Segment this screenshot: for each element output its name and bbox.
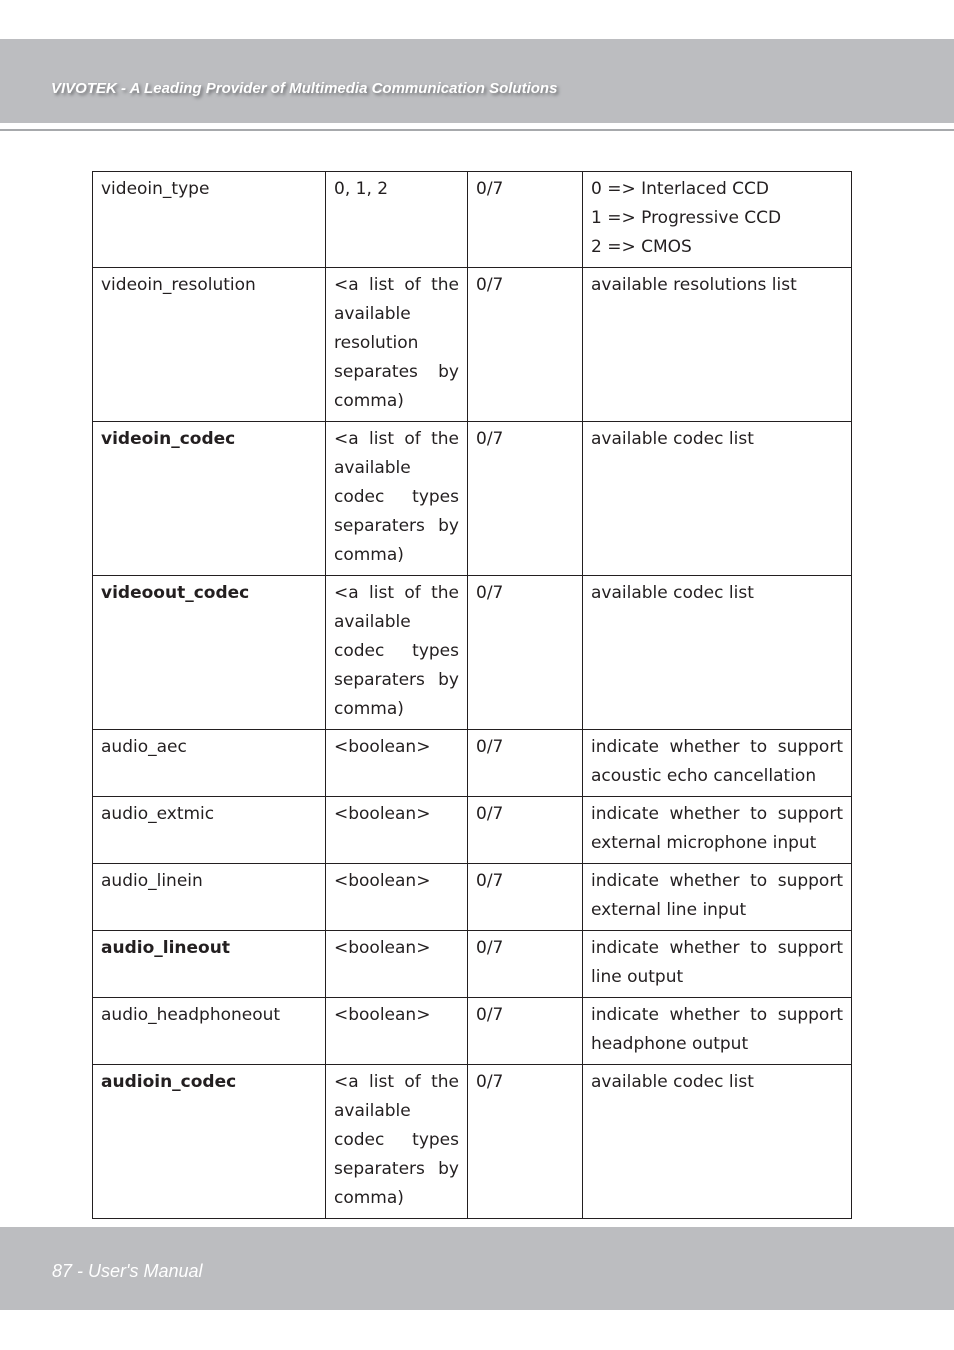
table-row [93,576,852,730]
table-row [93,172,852,268]
parameter-name: videoin_codec [93,422,326,576]
security-level: 0/7 [468,268,583,422]
parameter-value: <boolean> [326,998,468,1065]
table-row [93,422,852,576]
parameter-name: audio_lineout [93,931,326,998]
description-line: indicate whether to support acoustic echo cancellation [591,737,843,786]
description-line: available resolutions list [591,275,797,295]
security-level: 0/7 [468,797,583,864]
security-level: 0/7 [468,864,583,931]
parameter-description [583,268,852,422]
description-line: available codec list [591,429,754,449]
parameter-name: audio_aec [93,730,326,797]
parameter-description [583,730,852,797]
parameter-value: <boolean> [326,797,468,864]
parameter-value: <boolean> [326,730,468,797]
parameter-name: audio_headphoneout [93,998,326,1065]
parameter-name: audioin_codec [93,1065,326,1219]
parameter-value: <a list of the available resolution separates by comma) [326,268,468,422]
parameter-name: videoin_type [93,172,326,268]
description-line: available codec list [591,1072,754,1092]
description-line: indicate whether to support line output [591,938,843,987]
parameter-name: videoin_resolution [93,268,326,422]
security-level: 0/7 [468,172,583,268]
parameter-table [92,171,852,1219]
header-title: VIVOTEK - A Leading Provider of Multimedia Communication Solutions [51,80,558,97]
parameter-name: audio_extmic [93,797,326,864]
parameter-value: <a list of the available codec types separaters by comma) [326,576,468,730]
table-row [93,730,852,797]
parameter-value: <boolean> [326,864,468,931]
description-line: indicate whether to support external microphone input [591,804,843,853]
table-row [93,797,852,864]
parameter-value: <a list of the available codec types separaters by comma) [326,1065,468,1219]
table-row [93,268,852,422]
parameter-description [583,422,852,576]
header-divider [0,129,954,131]
parameter-value: <boolean> [326,931,468,998]
security-level: 0/7 [468,931,583,998]
parameter-description [583,172,852,268]
table-row [93,931,852,998]
parameter-name: videoout_codec [93,576,326,730]
security-level: 0/7 [468,422,583,576]
table-row [93,864,852,931]
parameter-description [583,797,852,864]
parameter-value: 0, 1, 2 [326,172,468,268]
security-level: 0/7 [468,730,583,797]
parameter-name: audio_linein [93,864,326,931]
parameter-description [583,1065,852,1219]
table-row [93,1065,852,1219]
page-number: 87 - User's Manual [52,1261,203,1281]
security-level: 0/7 [468,576,583,730]
description-line: 0 => Interlaced CCD [591,179,769,199]
parameter-description [583,576,852,730]
parameter-description [583,864,852,931]
description-line: indicate whether to support headphone output [591,1005,843,1054]
description-line: available codec list [591,583,754,603]
security-level: 0/7 [468,998,583,1065]
security-level: 0/7 [468,1065,583,1219]
parameter-value: <a list of the available codec types separaters by comma) [326,422,468,576]
description-line: 1 => Progressive CCD [591,208,782,228]
parameter-description [583,998,852,1065]
table-row [93,998,852,1065]
parameter-description [583,931,852,998]
description-line: 2 => CMOS [591,237,692,257]
description-line: indicate whether to support external line input [591,871,843,920]
